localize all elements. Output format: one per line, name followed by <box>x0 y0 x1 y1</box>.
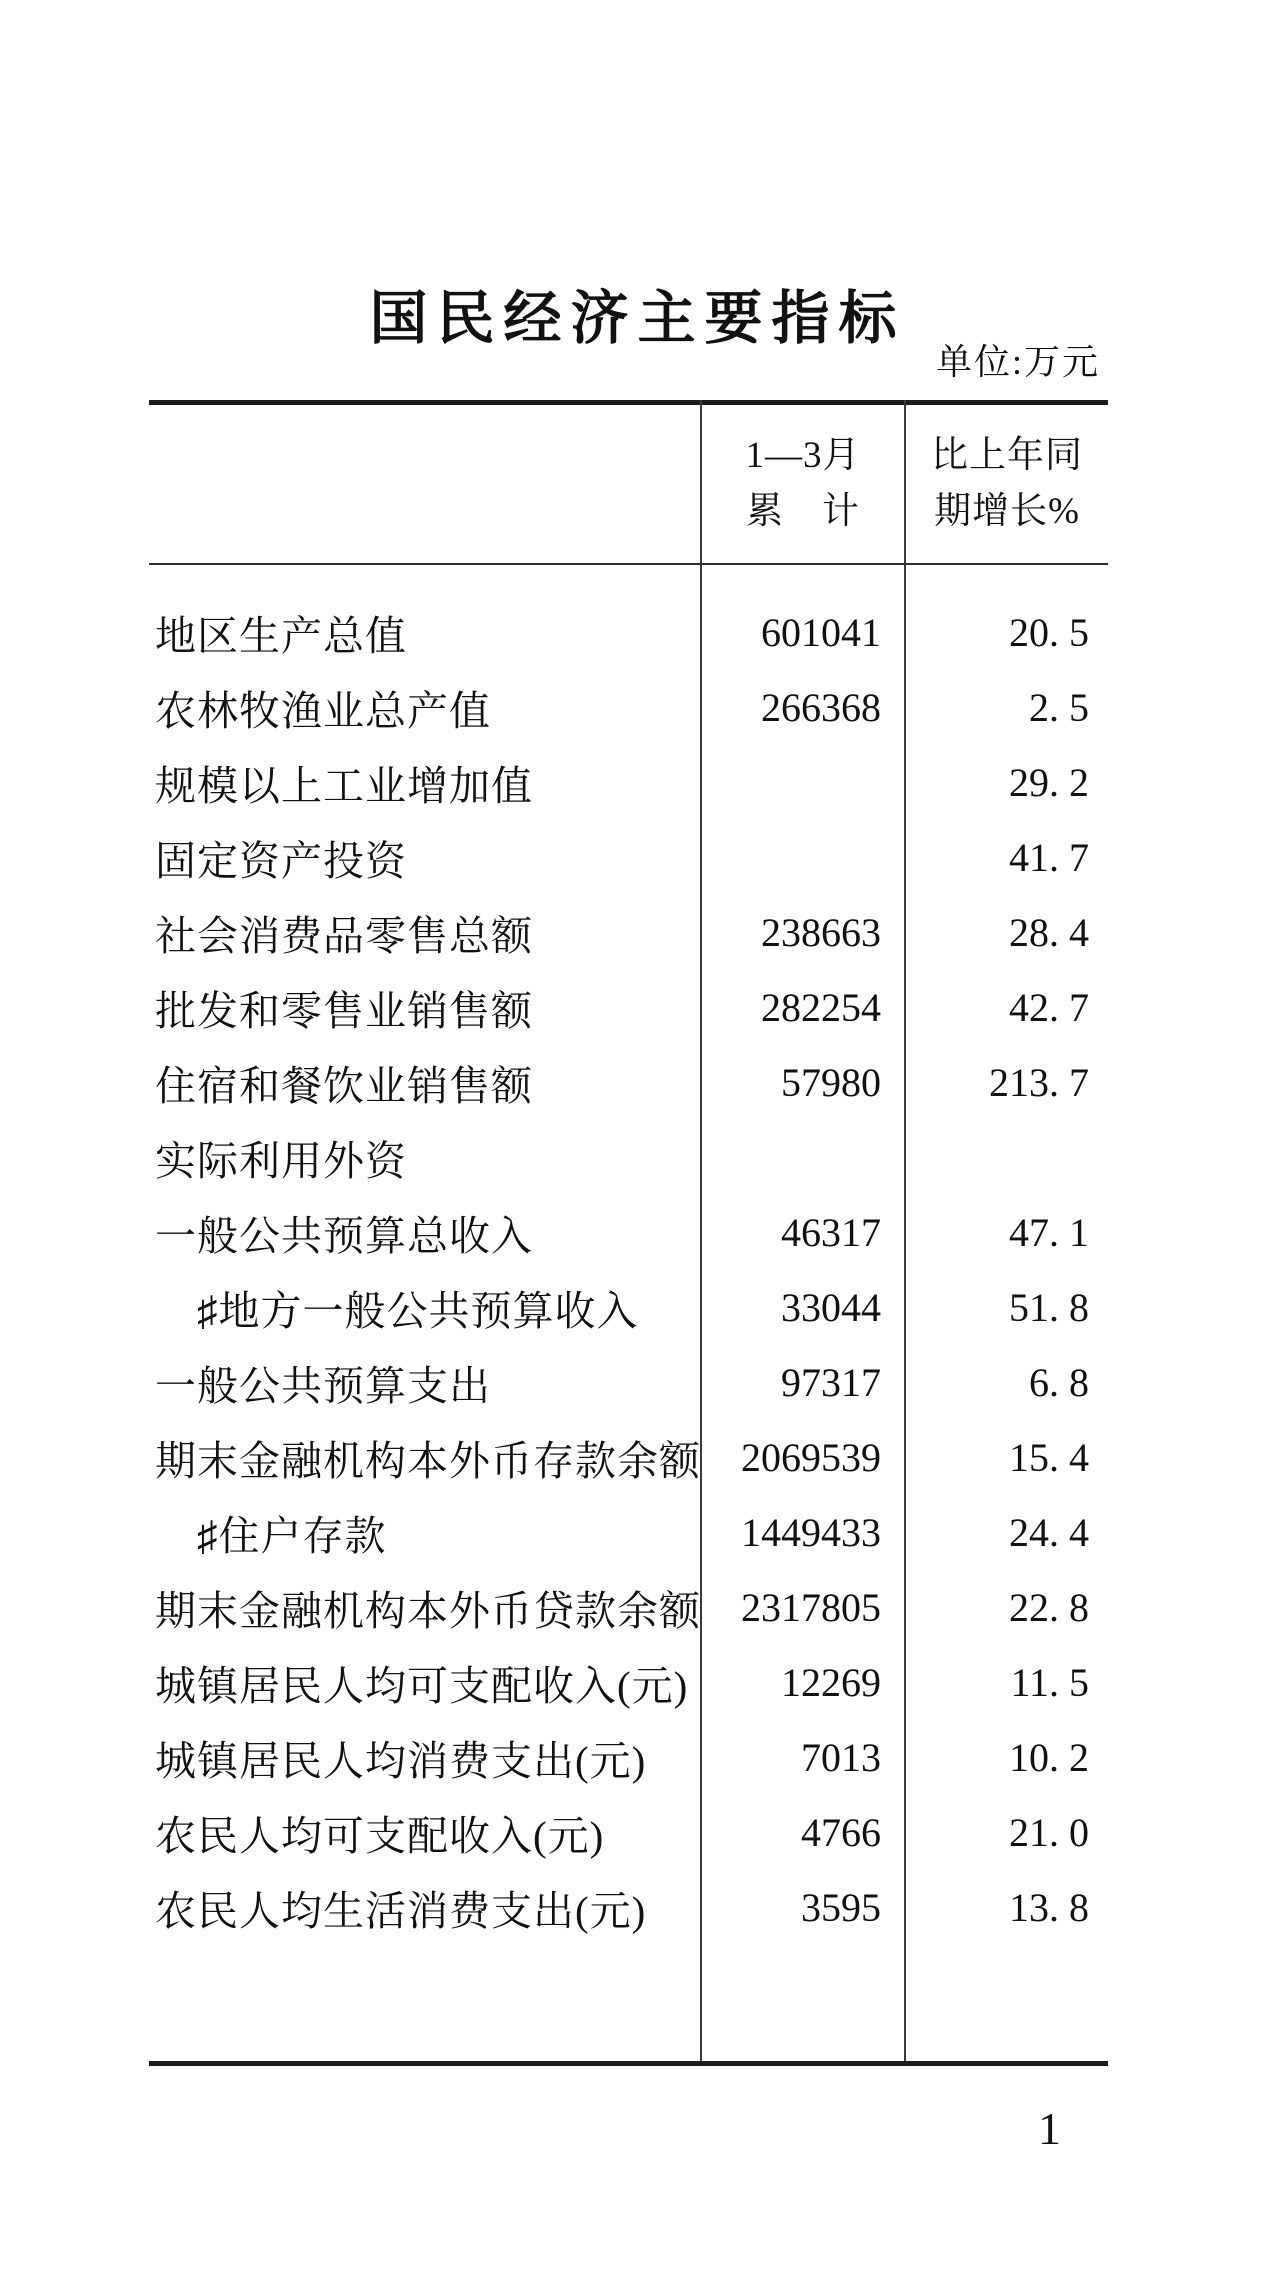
value-cell: 12269 <box>781 1660 881 1705</box>
indicator-label: 期末金融机构本外币存款余额 <box>155 1438 701 1484</box>
indicator-label: 农民人均可支配收入(元) <box>155 1813 605 1859</box>
column-header-period <box>702 405 904 563</box>
table-bottom-rule <box>149 2061 1108 2066</box>
value-cell: 4766 <box>801 1810 881 1855</box>
growth-cell: 6. 8 <box>1029 1360 1089 1405</box>
indicator-label: ♯地方一般公共预算收入 <box>197 1288 639 1334</box>
indicator-label: ♯住户存款 <box>197 1513 387 1559</box>
growth-cell: 22. 8 <box>1009 1585 1089 1630</box>
table-row <box>149 1420 1108 1495</box>
column-header-growth <box>906 405 1108 563</box>
page-title: 国民经济主要指标 <box>369 285 906 351</box>
table-row <box>149 670 1108 745</box>
growth-cell: 213. 7 <box>989 1060 1089 1105</box>
table-row <box>149 1720 1108 1795</box>
indicator-label: 实际利用外资 <box>155 1138 407 1184</box>
value-cell: 7013 <box>801 1735 881 1780</box>
page-number: 1 <box>1038 2103 1061 2154</box>
value-cell: 57980 <box>781 1060 881 1105</box>
unit-label: 单位:万元 <box>935 342 1100 382</box>
value-cell: 33044 <box>781 1285 881 1330</box>
growth-header-line2: 期增长% <box>934 491 1080 532</box>
value-cell: 97317 <box>781 1360 881 1405</box>
indicator-label: 城镇居民人均消费支出(元) <box>155 1738 647 1784</box>
growth-cell: 2. 5 <box>1029 685 1089 730</box>
table-row <box>149 1120 1108 1195</box>
value-cell: 2317805 <box>741 1585 881 1630</box>
growth-cell: 29. 2 <box>1009 760 1089 805</box>
growth-cell: 10. 2 <box>1009 1735 1089 1780</box>
table-body <box>149 595 1108 1945</box>
table-row <box>149 1345 1108 1420</box>
indicator-label: 农民人均生活消费支出(元) <box>155 1888 647 1934</box>
table-row <box>149 1870 1108 1945</box>
indicator-label: 一般公共预算支出 <box>155 1363 491 1409</box>
indicator-label: 社会消费品零售总额 <box>155 913 533 959</box>
growth-cell: 11. 5 <box>1010 1660 1089 1705</box>
value-cell: 2069539 <box>741 1435 881 1480</box>
period-header-line1: 1—3月 <box>745 435 861 476</box>
growth-cell: 41. 7 <box>1009 835 1089 880</box>
table-row <box>149 745 1108 820</box>
table-row <box>149 1570 1108 1645</box>
header-separator-rule <box>149 563 1108 565</box>
table-row <box>149 1795 1108 1870</box>
table-row <box>149 895 1108 970</box>
table-row <box>149 595 1108 670</box>
growth-header-line1: 比上年同 <box>931 435 1083 476</box>
value-cell: 3595 <box>801 1885 881 1930</box>
growth-cell: 28. 4 <box>1009 910 1089 955</box>
table-row <box>149 1270 1108 1345</box>
growth-cell: 47. 1 <box>1009 1210 1089 1255</box>
growth-cell: 20. 5 <box>1009 610 1089 655</box>
indicator-label: 住宿和餐饮业销售额 <box>155 1063 533 1109</box>
value-cell: 266368 <box>761 685 881 730</box>
growth-cell: 51. 8 <box>1009 1285 1089 1330</box>
value-cell: 1449433 <box>741 1510 881 1555</box>
period-header-line2: 累 计 <box>746 491 860 532</box>
indicator-label: 农林牧渔业总产值 <box>155 688 491 734</box>
growth-cell: 24. 4 <box>1009 1510 1089 1555</box>
indicator-label: 期末金融机构本外币贷款余额 <box>155 1588 701 1634</box>
growth-cell: 21. 0 <box>1009 1810 1089 1855</box>
table-header <box>149 405 1108 563</box>
indicator-label: 规模以上工业增加值 <box>155 763 533 809</box>
table-row <box>149 1045 1108 1120</box>
table-row <box>149 1195 1108 1270</box>
growth-cell: 13. 8 <box>1009 1885 1089 1930</box>
indicator-label: 地区生产总值 <box>155 613 407 659</box>
value-cell: 601041 <box>761 610 881 655</box>
growth-cell: 15. 4 <box>1009 1435 1089 1480</box>
value-cell: 46317 <box>781 1210 881 1255</box>
table-row <box>149 820 1108 895</box>
indicator-label: 一般公共预算总收入 <box>155 1213 533 1259</box>
table-row <box>149 1645 1108 1720</box>
growth-cell: 42. 7 <box>1009 985 1089 1030</box>
table-row <box>149 970 1108 1045</box>
indicator-label: 固定资产投资 <box>155 838 407 884</box>
indicators-table <box>149 400 1108 2066</box>
indicator-label: 城镇居民人均可支配收入(元) <box>155 1663 689 1709</box>
value-cell: 282254 <box>761 985 881 1030</box>
table-row <box>149 1495 1108 1570</box>
indicator-label: 批发和零售业销售额 <box>155 988 533 1034</box>
value-cell: 238663 <box>761 910 881 955</box>
